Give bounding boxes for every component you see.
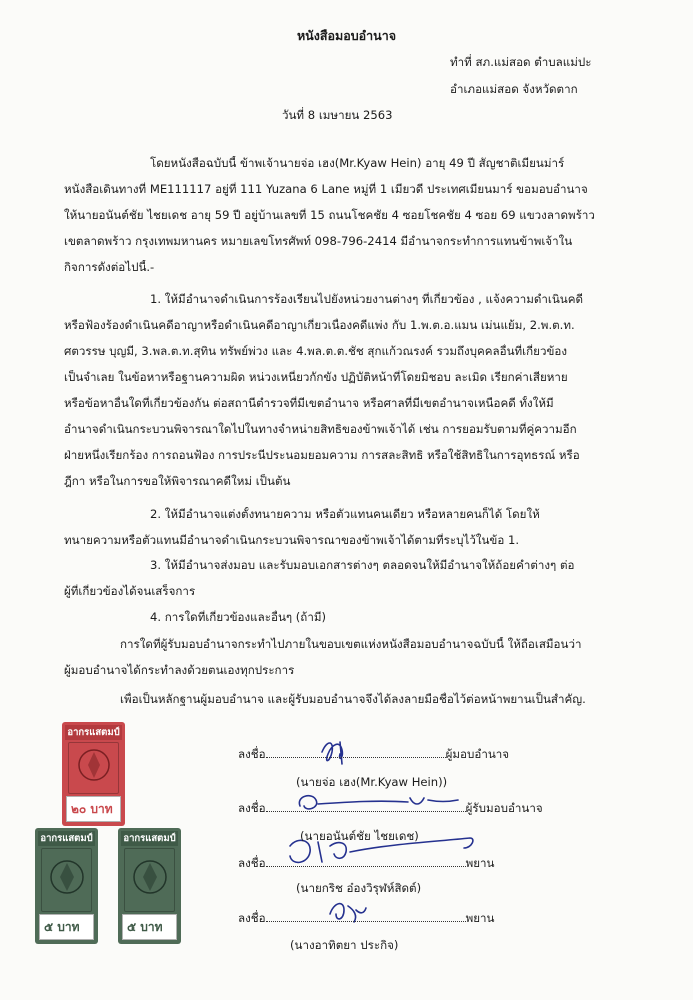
signature-line [266,811,466,812]
signature-row [238,746,509,764]
intro-line: โดยหนังสือฉบับนี้ ข้าพเจ้านายจ่อ เฮง(Mr.Kyaw Hein) อายุ 49 ปี สัญชาติเมียนม่าร์ [150,156,565,170]
signatory-name: (นายอนันต์ชัย ไชยเดช) [300,829,419,843]
signature-role: ผู้รับมอบอำนาจ [465,801,543,815]
signature-row [238,855,494,873]
signatory-name: (นายกริช อ๋องวิรุฬห์สิดต์) [296,881,422,895]
place-line-1: ทำที่ สภ.แม่สอด ตำบลแม่ปะ [450,55,592,69]
signature-row [238,800,543,818]
place-line-2: อำเภอแม่สอด จังหวัดตาก [450,82,578,96]
signature-line [266,757,446,758]
stamp-value: ๒๐ บาท [66,796,121,822]
closing-line: การใดที่ผู้รับมอบอำนาจกระทำไปภายในขอบเขตแห่งหนังสือมอบอำนาจฉบับนี้ ให้ถือเสมือนว่า [120,637,582,651]
item3-line: 3. ให้มีอำนาจส่งมอบ และรับมอบเอกสารต่างๆ ตลอดจนให้มีอำนาจให้ถ้อยคำต่างๆ ต่อ [150,558,575,572]
closing-line: เพื่อเป็นหลักฐานผู้มอบอำนาจ และผู้รับมอบอำนาจจึงได้ลงลายมือชื่อไว้ต่อหน้าพยานเป็นสำคัญ. [120,692,586,706]
closing-line: ผู้มอบอำนาจได้กระทำลงด้วยตนเองทุกประการ [64,663,295,677]
intro-line: หนังสือเดินทางที่ ME111117 อยู่ที่ 111 Yuzana 6 Lane หมู่ที่ 1 เมียวดี ประเทศเมียนมาร์ ขอมอบอำนาจ [64,182,588,196]
signature-role: ผู้มอบอำนาจ [445,747,510,761]
item1-line: ฝ่ายหนึ่งเรียกร้อง การถอนฟ้อง การประนีประนอมยอมความ การสละสิทธิ หรือใช้สิทธิในการอุทธรณ์ หรือ [64,448,580,462]
intro-line: เขตลาดพร้าว กรุงเทพมหานคร หมายเลขโทรศัพท์ 098-796-2414 มีอำนาจกระทำการแทนข้าพเจ้าใน [64,234,573,248]
date-line: วันที่ 8 เมษายน 2563 [282,108,393,122]
stamp-value: ๕ บาท [39,914,94,940]
item1-line: 1. ให้มีอำนาจดำเนินการร้องเรียนไปยังหน่วยงานต่างๆ ที่เกี่ยวข้อง , แจ้งความดำเนินคดี [150,292,584,306]
signature-role: พยาน [465,911,495,925]
signature-prefix: ลงชื่อ [238,801,266,815]
item1-line: หรือข้อหาอื่นใดที่เกี่ยวข้องกัน ต่อสถานีตำรวจที่มีเขตอำนาจ หรือศาลที่มีเขตอำนาจเหนือคดี ทั้งให้มี [64,396,554,410]
item2-line: 2. ให้มีอำนาจแต่งตั้งทนายความ หรือตัวแทนคนเดียว หรือหลายคนก็ได้ โดยให้ [150,507,540,521]
signature-prefix: ลงชื่อ [238,856,266,870]
signature-role: พยาน [465,856,495,870]
stamp-header: อากรแสตมป์ [65,725,122,740]
intro-line: ให้นายอนันต์ชัย ไชยเดช อายุ 59 ปี อยู่บ้านเลขที่ 15 ถนนโชคชัย 4 ซอยโชคชัย 4 ซอย 69 แขวงลาดพร้าว [64,208,595,222]
item1-line: ฎีกา หรือในการขอให้พิจารณาคดีใหม่ เป็นต้น [64,474,291,488]
stamp-value: ๕ บาท [122,914,177,940]
stamp-header: อากรแสตมป์ [38,831,95,846]
item1-line: เป็นจำเลย ในข้อหาหรือฐานความผิด หน่วงเหนี่ยวกักขัง ปฏิบัติหน้าที่โดยมิชอบ ละเมิด เรียกค่าเสียหาย [64,370,568,384]
item1-line: อำนาจดำเนินกระบวนพิจารณาใดไปในทางจำหน่ายสิทธิของข้าพเจ้าได้ เช่น การยอมรับตามที่คู่ความอีก [64,422,577,436]
item2-line: ทนายความหรือตัวแทนมีอำนาจดำเนินกระบวนพิจารณาของข้าพเจ้าได้ตามที่ระบุไว้ในข้อ 1. [64,533,520,547]
intro-line: กิจการดังต่อไปนี้.- [64,260,155,274]
item4-line: 4. การใดที่เกี่ยวข้องและอื่นๆ (ถ้ามี) [150,610,326,624]
stamp-header: อากรแสตมป์ [121,831,178,846]
signatory-name: (นายจ่อ เฮง(Mr.Kyaw Hein)) [296,775,448,789]
signature-line [266,921,466,922]
item1-line: ศตวรรษ บุญมี, 3.พล.ต.ท.สุทิน ทรัพย์พ่วง และ 4.พล.ต.ต.ชัช สุกแก้วณรงค์ รวมถึงบุคคลอื่นที่เกี่ยวข้อง [64,344,568,358]
document-title: หนังสือมอบอำนาจ [296,28,397,43]
item3-line: ผู้ที่เกี่ยวข้องได้จนเสร็จการ [64,584,196,598]
signature-row [238,910,494,928]
signature-line [266,866,466,867]
signatory-name: (นางอาทิตยา ประกิจ) [290,938,399,952]
signature-prefix: ลงชื่อ [238,911,266,925]
signature-prefix: ลงชื่อ [238,747,266,761]
item1-line: หรือฟ้องร้องดำเนินคดีอาญาหรือดำเนินคดีอาญาเกี่ยวเนื่องคดีแพ่ง กับ 1.พ.ต.อ.แมน เม่นแย้ม, 2.พ.ต.ท. [64,318,575,332]
